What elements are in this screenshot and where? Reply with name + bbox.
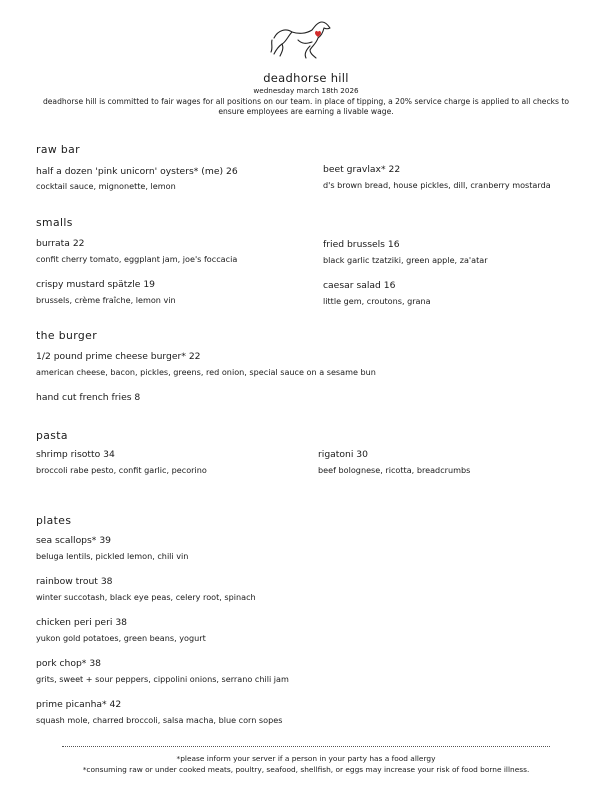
menu-item-description: grits, sweet + sour peppers, cippolini onions, serrano chili jam [36,674,289,684]
menu-item-description: winter succotash, black eye peas, celery root, spinach [36,592,256,602]
menu-date: wednesday march 18th 2026 [253,86,359,95]
menu-item-description: broccoli rabe pesto, confit garlic, pecorino [36,465,207,475]
section-title-raw-bar: raw bar [36,143,81,156]
footer-divider [62,746,550,747]
menu-item-description: black garlic tzatziki, green apple, za'atar [323,255,488,265]
raw-food-warning: *consuming raw or under cooked meats, poultry, seafood, shellfish, or eggs may increase your risk of food borne illness. [82,765,530,774]
menu-item-name: shrimp risotto 34 [36,449,115,460]
menu-item-description: d's brown bread, house pickles, dill, cranberry mostarda [323,180,551,190]
service-charge-policy: deadhorse hill is committed to fair wages for all positions on our team. in place of tipping, a 20% service charge is applied to all checks to ensure employees are earning a livable wage. [42,97,570,116]
menu-item-description: cocktail sauce, mignonette, lemon [36,181,176,191]
menu-item-name: 1/2 pound prime cheese burger* 22 [36,351,201,362]
menu-item-description: beluga lentils, pickled lemon, chili vin [36,551,189,561]
menu-item-description: confit cherry tomato, eggplant jam, joe's foccacia [36,254,238,264]
menu-item-description: yukon gold potatoes, green beans, yogurt [36,633,206,643]
section-title-pasta: pasta [36,429,68,442]
menu-item-name: prime picanha* 42 [36,699,122,710]
menu-item-description: squash mole, charred broccoli, salsa macha, blue corn sopes [36,715,283,725]
menu-item-description: little gem, croutons, grana [323,296,431,306]
menu-item-name: half a dozen 'pink unicorn' oysters* (me) 26 [36,166,238,177]
menu-item-name: chicken peri peri 38 [36,617,128,628]
menu-item-name: beet gravlax* 22 [323,164,401,175]
menu-item-name: fried brussels 16 [323,239,400,250]
menu-item-description: beef bolognese, ricotta, breadcrumbs [318,465,471,475]
menu-item-name: rainbow trout 38 [36,576,113,587]
horse-icon [268,18,334,66]
menu-item-description: american cheese, bacon, pickles, greens, red onion, special sauce on a sesame bun [36,367,376,377]
menu-item-name: crispy mustard spätzle 19 [36,279,156,290]
menu-item-name: sea scallops* 39 [36,535,112,546]
menu-item-name: pork chop* 38 [36,658,102,669]
allergy-notice: *please inform your server if a person in your party has a food allergy [176,754,436,763]
restaurant-name: deadhorse hill [263,71,349,85]
section-title-smalls: smalls [36,216,73,229]
menu-item-name: hand cut french fries 8 [36,392,141,403]
menu-item-name: burrata 22 [36,238,85,249]
menu-item-name: caesar salad 16 [323,280,396,291]
section-title-plates: plates [36,514,72,527]
menu-item-name: rigatoni 30 [318,449,369,460]
menu-item-description: brussels, crème fraîche, lemon vin [36,295,176,305]
section-title-burger: the burger [36,329,98,342]
